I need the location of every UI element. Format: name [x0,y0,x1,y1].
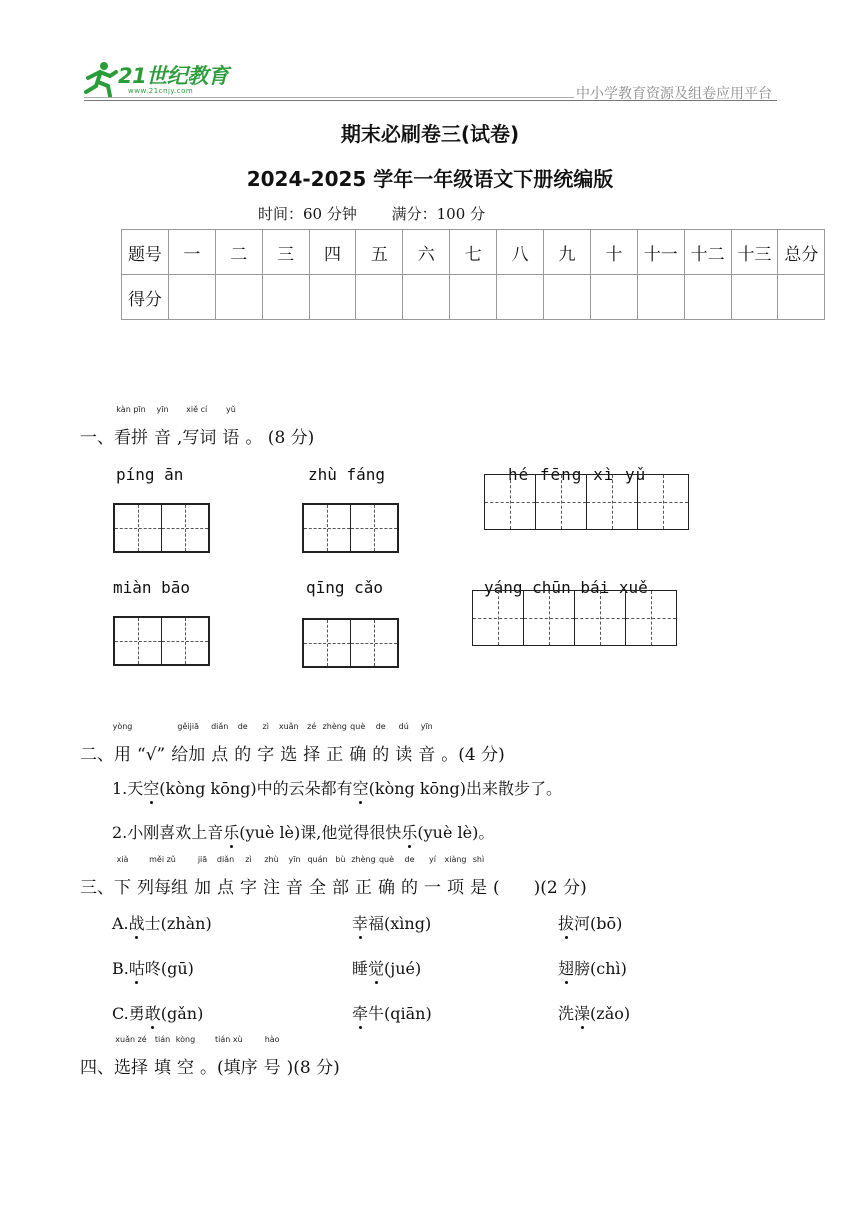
score-input-cell[interactable] [778,275,825,320]
dotted-char: 空 [143,776,159,799]
score-cell: 六 [403,230,450,275]
ruby-word: xiě cí ,写词 [177,405,217,448]
score-cell: 题号 [122,230,169,275]
score-input-cell[interactable] [731,275,778,320]
ruby-word: zì 字 [240,855,257,898]
score-cell: 三 [262,230,309,275]
score-cell: 五 [356,230,403,275]
writing-grid[interactable] [113,503,210,553]
score-cell: 二 [215,230,262,275]
option-c-3: 洗澡(zǎo) [558,1001,630,1024]
ruby-word: zhèng 正 [351,855,376,898]
ruby-word: kàn pīn 看拼 [114,405,148,448]
dotted-char: 乐 [401,820,417,843]
exam-full-score: 满分：100 分 [391,205,486,223]
score-input-cell[interactable] [450,275,497,320]
logo-url: www.21cnjy.com [128,87,194,95]
ruby-word: yí 一 [424,855,441,898]
score-cell: 四 [309,230,356,275]
ruby-word: bù 部 [332,855,349,898]
ruby-word: yǔ 语 [222,405,240,448]
score-input-cell[interactable] [356,275,403,320]
question-2-heading [80,722,505,765]
ruby-word: què 确 [349,722,367,765]
logo-text: 21世纪教育 [118,64,229,88]
exam-info [258,203,515,224]
score-cell: 总分 [778,230,825,275]
logo-runner-icon [82,58,122,98]
score-input-cell[interactable] [215,275,262,320]
writing-grid[interactable] [472,590,677,646]
pinyin-prompt: yáng chūn bái xuě [484,578,648,597]
option-c-1: C.勇敢(gǎn) [112,1001,203,1024]
writing-grid[interactable] [484,474,689,530]
ruby-word: yīn 音 [418,722,436,765]
score-cell: 一 [168,230,215,275]
score-input-cell[interactable] [544,275,591,320]
ruby-word: shì 是 [470,855,487,898]
ruby-word: xià 下 [114,855,131,898]
ruby-word: zì 字 [257,722,275,765]
score-input-cell[interactable] [590,275,637,320]
score-input-cell[interactable] [637,275,684,320]
platform-name: 中小学教育资源及组卷应用平台 [576,86,772,102]
writing-grid[interactable] [302,503,399,553]
option-b-1: B.咕咚(gū) [112,956,194,979]
score-input-cell[interactable] [309,275,356,320]
option-c-2: 牵牛(qiān) [352,1001,432,1024]
score-input-cell[interactable] [403,275,450,320]
score-cell: 十 [590,230,637,275]
question-number: 一、 [80,428,114,448]
score-table [121,229,825,320]
ruby-word: yīn 音 [154,405,171,448]
question-number: 四、 [80,1058,114,1078]
question-score: 。 (8 分) [245,428,315,448]
ruby-word: dú 读 [395,722,413,765]
option-a-3: 拔河(bō) [558,911,622,934]
score-cell: 十三 [731,230,778,275]
ruby-word: jiā 加 [194,855,211,898]
ruby-word: yīn 音 [286,855,303,898]
dotted-char: 空 [353,776,369,799]
ruby-word: zé 择 [303,722,321,765]
header-divider [84,100,777,101]
option-a-1: A.战士(zhàn) [112,911,212,934]
question-2-sentence-2: 2.小刚喜欢上音乐(yuè lè)课,他觉得很快乐(yuè lè)。 [112,820,494,843]
question-score: 。(4 分) [441,745,505,765]
option-b-3: 翅膀(chì) [558,956,627,979]
pinyin-prompt: hé fēng xì yǔ [508,465,647,484]
ruby-word: què 确 [378,855,395,898]
ruby-word: de 的 [401,855,418,898]
ruby-word: yòng 用 [112,722,133,765]
score-input-cell[interactable] [497,275,544,320]
score-cell: 七 [450,230,497,275]
ruby-word: tián xù 。(填序 [200,1035,258,1078]
option-a-2: 幸福(xìng) [352,911,431,934]
pinyin-prompt: miàn bāo [113,578,191,597]
pinyin-prompt: zhù fáng [308,465,386,484]
ruby-word: diǎn 点 [211,722,229,765]
score-table-score-row [122,275,825,320]
score-cell: 九 [544,230,591,275]
score-table-header-row [122,230,825,275]
writing-grid[interactable] [113,616,210,666]
question-number: 二、 [80,745,114,765]
question-score: )(8 分) [286,1058,340,1078]
ruby-word: xuǎn zé 选择 [114,1035,148,1078]
answer-blank[interactable]: ( )(2 分) [493,878,587,898]
exam-title: 期末必刷卷三(试卷) [340,122,520,146]
ruby-word: kòng 空 [175,1035,196,1078]
ruby-word: zhù 注 [263,855,280,898]
ruby-word: “√” [137,745,166,765]
ruby-word: quán 全 [307,855,328,898]
ruby-word: de 的 [372,722,390,765]
question-2-sentence-1: 1.天空(kòng kōng)中的云朵都有空(kòng kōng)出来散步了。 [112,776,562,799]
score-input-cell[interactable] [262,275,309,320]
score-input-cell[interactable] [684,275,731,320]
pinyin-prompt: qīng cǎo [306,578,384,597]
dotted-char: 乐 [223,820,239,843]
ruby-word: měi zǔ 列每组 [137,855,188,898]
score-cell: 八 [497,230,544,275]
ruby-word: xiàng 项 [444,855,467,898]
score-cell: 十一 [637,230,684,275]
question-number: 三、 [80,878,114,898]
writing-grid[interactable] [302,618,399,668]
score-cell: 十二 [684,230,731,275]
ruby-word: zhèng 正 [322,722,347,765]
question-4-heading [80,1035,340,1078]
exam-subtitle: 2024-2025 学年一年级语文下册统编版 [246,167,614,191]
ruby-word: gěijiā 给加 [171,722,206,765]
header-divider-top [84,97,574,98]
ruby-word: de 的 [234,722,252,765]
ruby-word: xuǎn 选 [278,722,299,765]
pinyin-prompt: píng ān [116,465,184,484]
ruby-word: hào 号 [263,1035,281,1078]
question-1-heading [80,405,315,448]
ruby-word: diǎn 点 [216,855,235,898]
option-b-2: 睡觉(jué) [352,956,421,979]
question-3-heading [80,855,587,898]
ruby-word: tián 填 [154,1035,171,1078]
score-row-label: 得分 [122,275,169,320]
exam-time: 时间：60 分钟 [258,205,357,223]
score-input-cell[interactable] [168,275,215,320]
